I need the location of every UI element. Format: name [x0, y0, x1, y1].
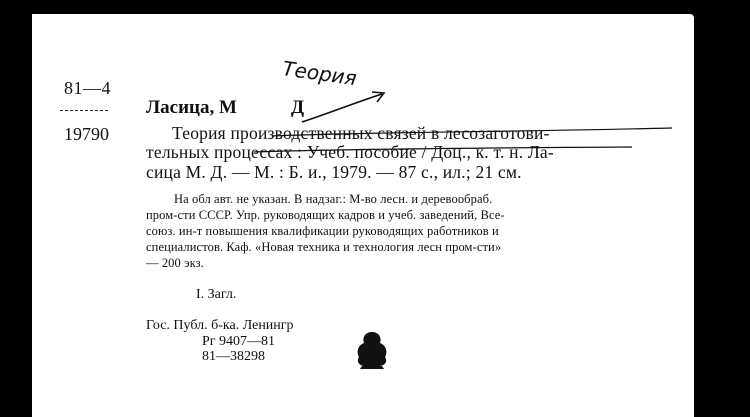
description-line-2: тельных процессах : Учеб. пособие / Доц., к. т. н. Ла-	[146, 142, 554, 162]
catalog-card	[32, 14, 694, 417]
author-initial: Д	[291, 97, 305, 118]
title-tracing: I. Загл.	[196, 287, 237, 302]
note-line-5: — 200 экз.	[146, 256, 204, 270]
note-line-4: специалистов. Каф. «Новая техника и технология лесн пром-сти»	[146, 240, 502, 254]
classification-divider	[60, 110, 108, 111]
library-emblem-stamp	[352, 328, 392, 370]
library-code: Рг 9407—81	[202, 334, 276, 349]
inventory-number: 19790	[64, 124, 109, 144]
note-line-1: На обл авт. не указан. В надзаг.: М-во лесн. и деревообраб.	[174, 192, 493, 206]
pen-underline	[252, 122, 672, 154]
note-line-3: союз. ин-т повышения квалификации руководящих работников и	[146, 224, 499, 238]
handwritten-annotation	[232, 52, 392, 132]
library-accession: 81—38298	[202, 349, 265, 364]
note-line-2: пром-сти СССР. Упр. руководящих кадров и учеб. заведений, Все-	[146, 208, 505, 222]
author-heading: Ласица, М	[146, 97, 237, 118]
classification-number: 81—4	[64, 78, 111, 98]
handwritten-word: Теория	[281, 56, 359, 91]
description-line-3: сица М. Д. — М. : Б. и., 1979. — 87 с., ил.; 21 см.	[146, 162, 522, 182]
description-line-1: Теория производственных связей в лесозаготови-	[172, 123, 550, 143]
handwritten-arrow-line	[302, 94, 382, 122]
library-name: Гос. Публ. б-ка. Ленингр	[146, 318, 294, 333]
